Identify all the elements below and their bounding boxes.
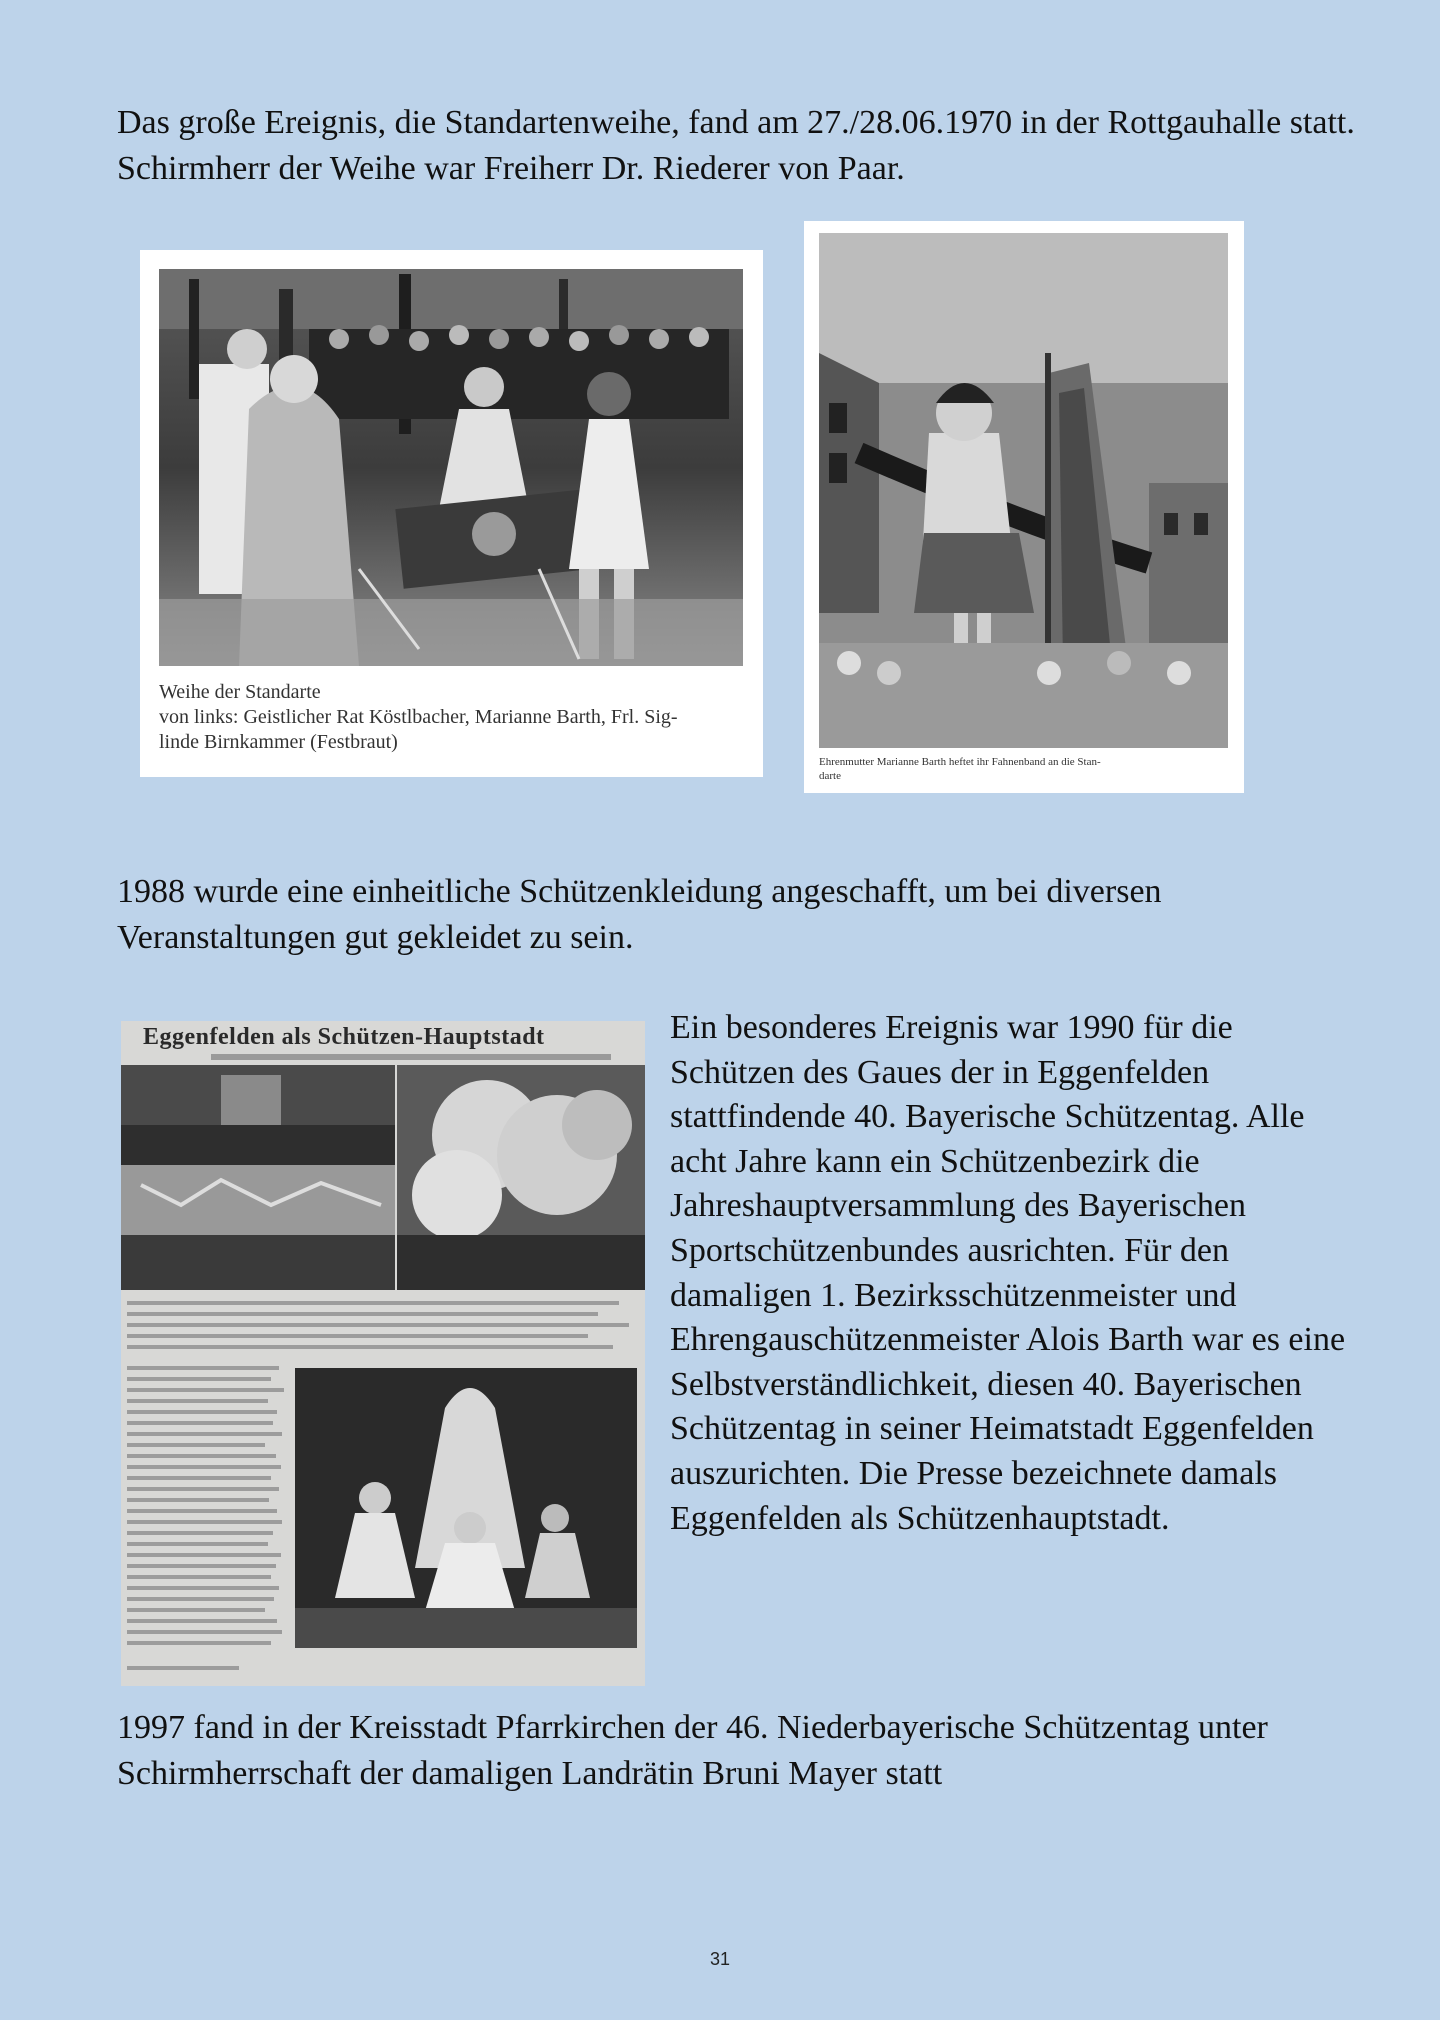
paragraph-schuetzentag-1997: 1997 fand in der Kreisstadt Pfarrkirchen der 46. Niederbayerische Schützentag unter Schirmherrschaft der damaligen Landrätin Bruni Mayer statt: [117, 1709, 1268, 1792]
newspaper-text-left: [127, 1366, 287, 1652]
newspaper-clipping: [121, 1021, 645, 1686]
page-number: 31: [709, 1949, 731, 1969]
photo-fahnenband-image: [819, 233, 1228, 748]
photo-ceremony-image: [159, 269, 743, 666]
paragraph-schuetzenkleidung: 1988 wurde eine einheitliche Schützenkleidung angeschafft, um bei diversen Veranstaltungen gut gekleidet zu sein.: [117, 873, 1162, 956]
paragraph-standartenweihe: Das große Ereignis, die Standartenweihe, fand am 27./28.06.1970 in der Rottgauhalle statt. Schirmherr der Weihe war Freiherr Dr. Riederer von Paar.: [117, 104, 1355, 187]
caption-line: von links: Geistlicher Rat Köstlbacher, Marianne Barth, Frl. Sig-: [159, 706, 678, 728]
newspaper-headline: Eggenfelden als Schützen-Hauptstadt: [143, 1024, 545, 1050]
caption-line: Ehrenmutter Marianne Barth heftet ihr Fahnenband an die Stan-: [819, 756, 1101, 768]
newspaper-text-top: [127, 1301, 639, 1356]
newspaper-subheadline: [211, 1054, 611, 1060]
paragraph-schuetzentag-1990: Ein besonderes Ereignis war 1990 für die Schützen des Gaues der in Eggenfelden stattfindende 40. Bayerische Schützentag. Alle acht Jahre kann ein Schützenbezirk die Jahreshauptversammlung des Bayerischen Sportschützenbundes ausrichten. Für den damaligen 1. Bezirksschützenmeister und Ehrengauschützenmeister Alois Barth war es eine Selbstverständlichkeit, diesen 40. Bayerischen Schützentag in seiner Heimatstadt Eggenfelden auszurichten. Die Presse bezeichnete damals Eggenfelden als Schützenhauptstadt.: [670, 1009, 1346, 1537]
caption-line: linde Birnkammer (Festbraut): [159, 731, 398, 753]
photo-standartenweihe: [140, 250, 763, 777]
newspaper-photo-assembly: [121, 1065, 395, 1290]
newspaper-photo-smoke: [397, 1065, 645, 1290]
caption-line: Weihe der Standarte: [159, 681, 321, 703]
caption-line: darte: [819, 770, 841, 782]
photo-ehrenmutter-caption: [819, 755, 1234, 783]
newspaper-photo-dancers: [295, 1368, 637, 1648]
photo-ehrenmutter: [804, 221, 1244, 793]
newspaper-text-bottom: [127, 1666, 267, 1677]
photo-standartenweihe-caption: [159, 680, 749, 755]
